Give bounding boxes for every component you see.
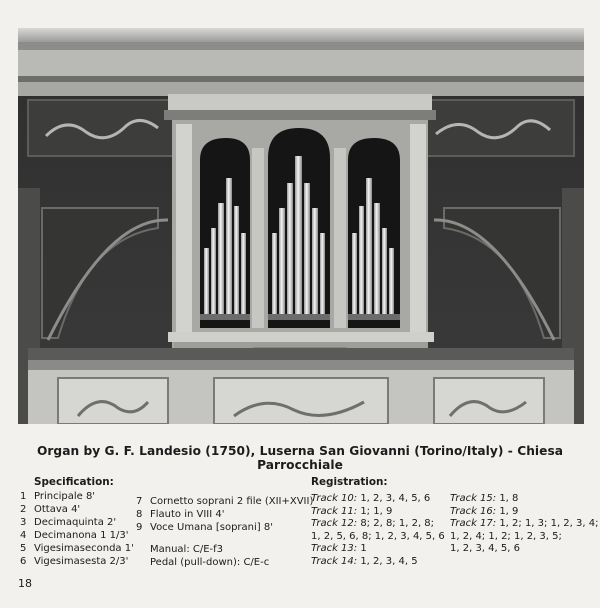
registration-line: 1, 2, 3, 4, 5, 6: [450, 543, 520, 555]
registration-column-right: [450, 493, 598, 556]
manual-range-block: [150, 543, 269, 569]
stop-item: 6 Vigesimasesta 2/3': [20, 556, 129, 567]
stop-item: 8 Flauto in VIII 4': [136, 509, 225, 520]
stop-item: 9 Voce Umana [soprani] 8': [136, 522, 273, 533]
stop-item: 3 Decimaquinta 2': [20, 517, 117, 528]
registration-line: Track 14: 1, 2, 3, 4, 5: [311, 555, 418, 567]
registration-line: Track 12: 8; 2, 8; 1, 2, 8;: [311, 518, 435, 530]
stop-item: 7 Cornetto soprani 2 file (XII+XVII): [136, 496, 314, 507]
registration-line: Track 17: 1, 2; 1, 3; 1, 2, 3, 4;: [450, 518, 599, 530]
registration-line: Track 10: 1, 2, 3, 4, 5, 6: [311, 493, 431, 504]
registration-column-left: [311, 493, 445, 569]
registration-line: Track 15: 1, 8: [450, 493, 519, 504]
stop-item: 4 Decimanona 1 1/3': [20, 530, 129, 541]
manual-range: Manual: C/E-f3: [150, 544, 224, 555]
registration-line: Track 13: 1: [311, 543, 367, 555]
registration-line: 1, 2, 5, 6, 8; 1, 2, 3, 4, 5, 6: [311, 530, 445, 542]
registration-line: Track 16: 1, 9: [450, 505, 519, 517]
photo-caption: Organ by G. F. Landesio (1750), Luserna San Giovanni (Torino/Italy) - Chiesa Parrocchiale: [36, 444, 564, 472]
page-number: 18: [18, 577, 32, 590]
registration-heading: Registration:: [311, 476, 388, 488]
stop-list-right: [136, 495, 313, 534]
specification-heading: Specification:: [34, 476, 114, 488]
pedal-range: Pedal (pull-down): C/E-c: [150, 557, 270, 568]
stop-item: 1 Principale 8': [20, 491, 96, 502]
registration-line: 1, 2, 4; 1, 2; 1, 2, 3, 5;: [450, 530, 562, 542]
organ-photo: [18, 28, 584, 424]
stop-item: 5 Vigesimaseconda 1': [20, 543, 134, 554]
stop-list-left: [20, 490, 134, 568]
registration-line: Track 11: 1; 1, 9: [311, 505, 393, 517]
stop-item: 2 Ottava 4': [20, 504, 81, 515]
